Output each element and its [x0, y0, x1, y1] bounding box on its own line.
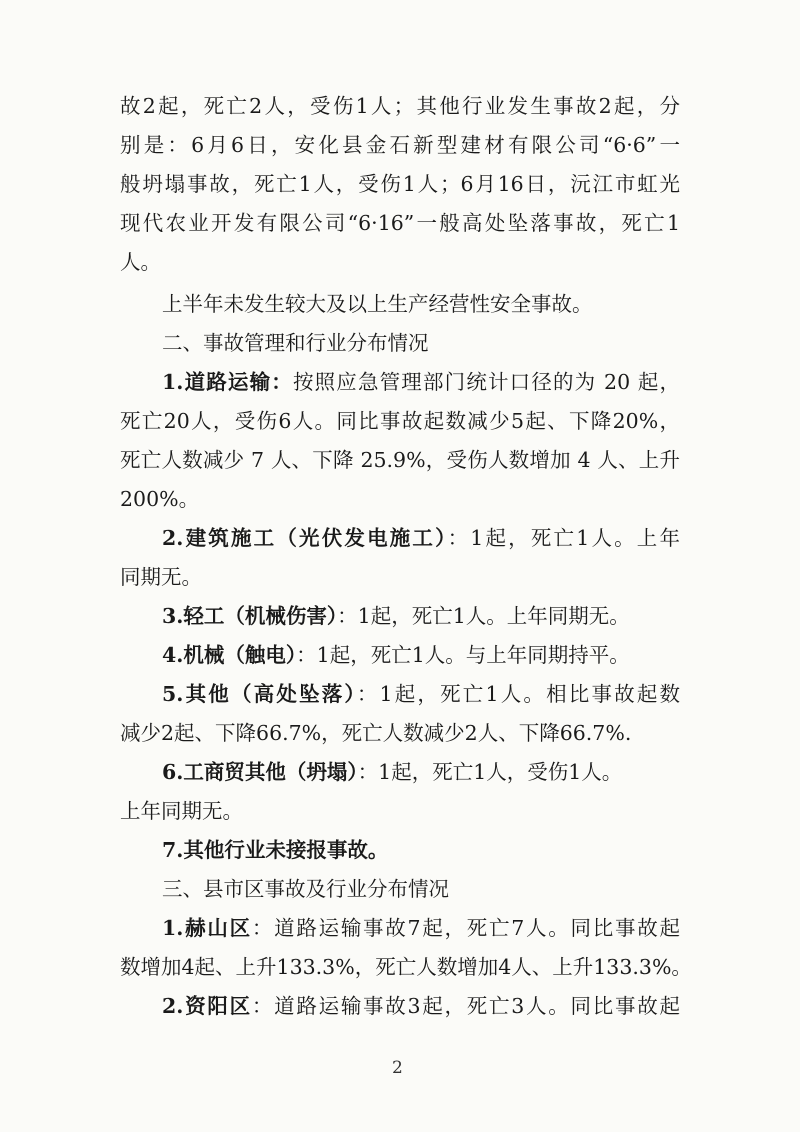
page-number: 2: [392, 1058, 403, 1078]
item-heading: 3.轻工（机械伤害）: [162, 604, 338, 628]
paragraph-line: 数增加4起、上升133.3%，死亡人数增加4人、上升133.3%。: [120, 955, 692, 979]
paragraph-line: 死亡人数减少 7 人、下降 25.9%，受伤人数增加 4 人、上升: [120, 448, 680, 472]
item-machinery: 4.机械（触电）：1起，死亡1人。与上年同期持平。: [162, 643, 630, 667]
paragraph-line: 别是：6月6日，安化县金石新型建材有限公司“6·6”一: [120, 133, 680, 157]
item-road-transport: 1.道路运输：按照应急管理部门统计口径的为 20 起，: [162, 370, 680, 394]
paragraph-line: 减少2起、下降66.7%，死亡人数减少2人、下降66.7%.: [120, 721, 632, 745]
paragraph-line: 上半年未发生较大及以上生产经营性安全事故。: [162, 292, 593, 316]
item-light-industry: 3.轻工（机械伤害）：1起，死亡1人。上年同期无。: [162, 604, 630, 628]
item-other-industries: [162, 836, 388, 864]
paragraph-line: 死亡20人，受伤6人。同比事故起数减少5起、下降20%，: [120, 409, 680, 433]
item-heading: 1.赫山区: [162, 916, 252, 940]
section-heading: 三、县市区事故及行业分布情况: [162, 877, 449, 901]
section-heading: 二、事故管理和行业分布情况: [162, 331, 429, 355]
paragraph-line: 上年同期无。: [120, 799, 243, 823]
paragraph-line: 般坍塌事故，死亡1人，受伤1人；6月16日，沅江市虹光: [120, 172, 680, 196]
paragraph-line: 同期无。: [120, 565, 202, 589]
item-heading: 2.资阳区: [162, 994, 252, 1018]
item-construction: 2.建筑施工（光伏发电施工）：1起，死亡1人。上年: [162, 526, 680, 550]
paragraph-line: 故2起，死亡2人，受伤1人；其他行业发生事故2起，分: [120, 94, 680, 118]
paragraph-line: 现代农业开发有限公司“6·16”一般高处坠落事故，死亡1: [120, 211, 680, 235]
item-heshan-district: 1.赫山区：道路运输事故7起，死亡7人。同比事故起: [162, 916, 680, 940]
item-other-falls: 5.其他（高处坠落）：1起，死亡1人。相比事故起数: [162, 682, 680, 706]
item-ziyang-district: 2.资阳区：道路运输事故3起，死亡3人。同比事故起: [162, 994, 680, 1018]
item-heading: 7.其他行业未接报事故。: [162, 838, 389, 862]
paragraph-line: 200%。: [120, 487, 200, 511]
item-heading: 2.建筑施工（光伏发电施工）: [162, 526, 448, 550]
item-heading: 6.工商贸其他（坍塌）: [162, 760, 358, 784]
item-heading: 5.其他（高处坠落）: [162, 682, 357, 706]
item-heading: 1.道路运输：: [162, 370, 293, 394]
item-commerce-collapse: 6.工商贸其他（坍塌）：1起，死亡1人，受伤1人。: [162, 760, 623, 784]
item-heading: 4.机械（触电）: [162, 643, 297, 667]
paragraph-line: 人。: [120, 250, 161, 274]
